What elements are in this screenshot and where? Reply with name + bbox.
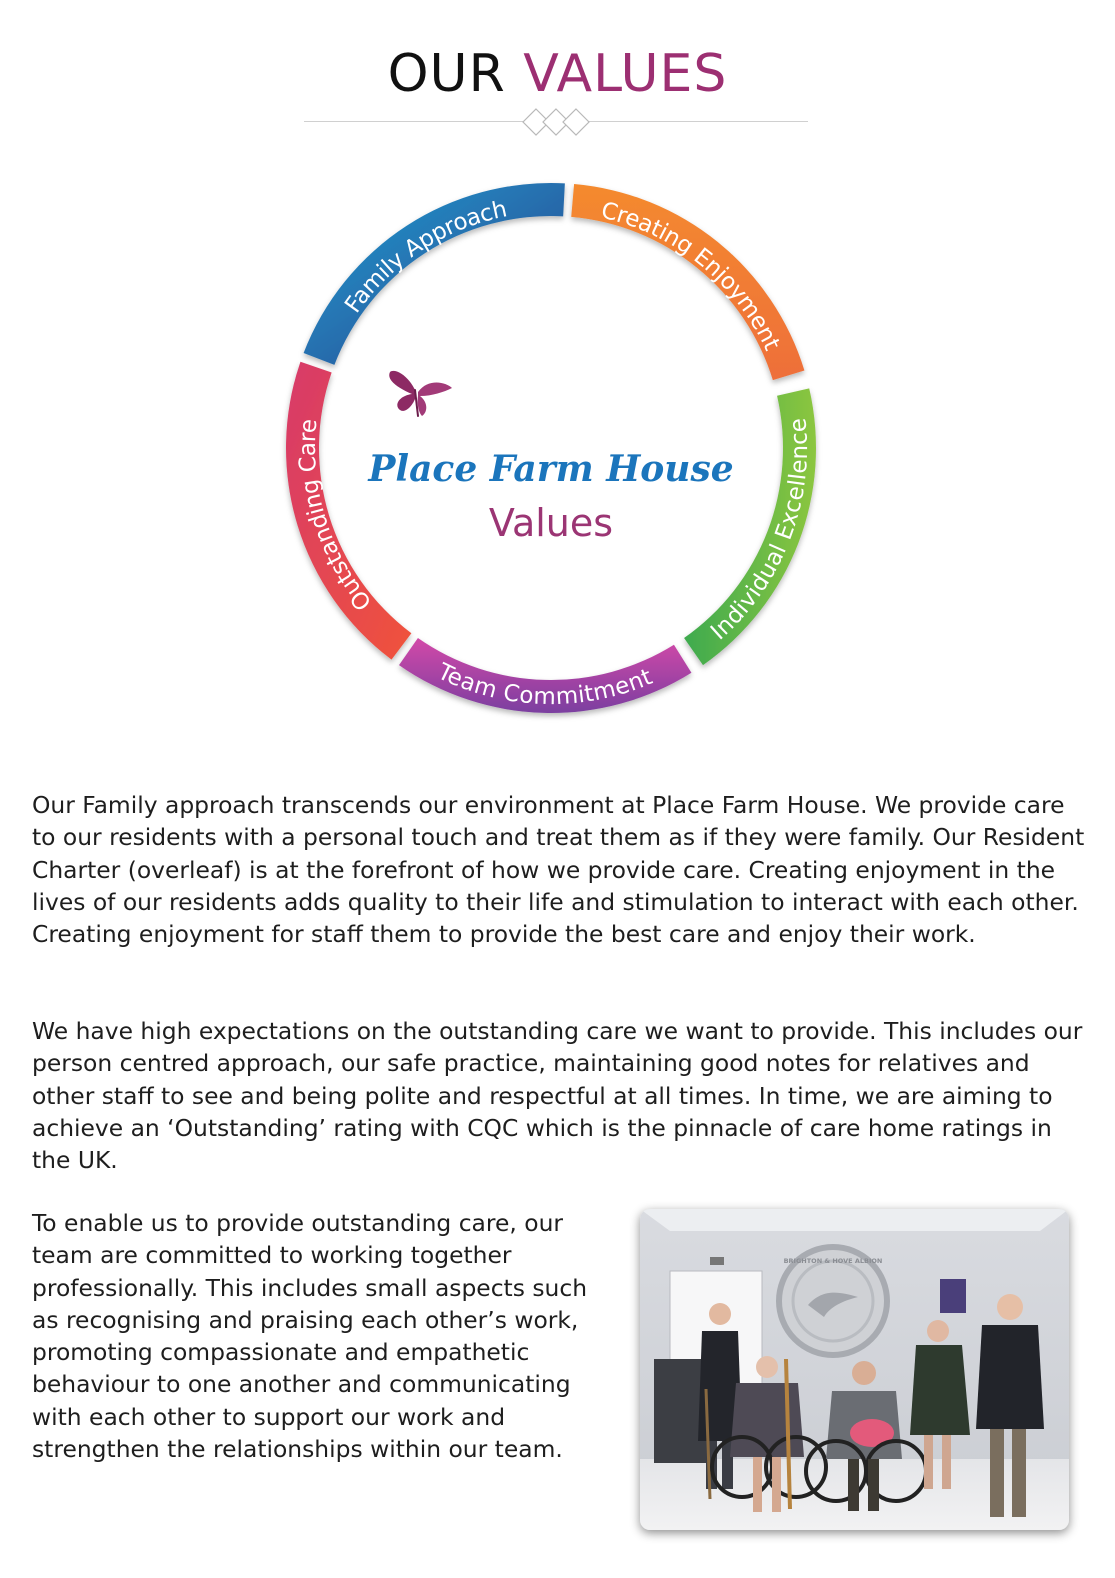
paragraph-family-approach: Our Family approach transcends our environment at Place Farm House. We provide care to our residents with a personal touch and treat them as if they were family. Our Resident Charter (overleaf) is at the forefront of how we provide care. Creating enjoyment in the lives of our residents adds quality to their life and stimulation to interact with each other. Creating enjoyment for staff them to provide the best care and enjoy their work. xyxy=(32,791,1085,949)
residents-photo xyxy=(640,1209,1069,1530)
wheel-segment-outstanding-care xyxy=(286,362,411,660)
butterfly-icon xyxy=(389,371,452,416)
wheel-center-subtitle: Values xyxy=(488,501,614,545)
paragraph-team-commitment: To enable us to provide outstanding care, our team are committed to working together professionally. This includes small aspects such as recognising and praising each other’s work, promoting compassionate and empathetic behaviour to one another and communicating with each other to support our work and strengthen the relationships within our team. xyxy=(32,1209,588,1464)
wall-crest-text: BRIGHTON & HOVE ALBION xyxy=(783,1257,883,1265)
wheel-label-team-commitment: Team Commitment xyxy=(433,658,656,710)
title-word-our: OUR xyxy=(387,44,506,104)
wheel-label-individual-excellence: Individual Excellence xyxy=(705,416,813,645)
wheel-segment-family-approach xyxy=(304,183,565,365)
wheel-label-outstanding-care: Outstanding Care xyxy=(294,417,377,616)
title-word-values: VALUES xyxy=(523,44,728,104)
values-wheel xyxy=(0,0,1115,760)
paragraph-outstanding-care: We have high expectations on the outstanding care we want to provide. This includes our person centred approach, our safe practice, maintaining good notes for relatives and other staff to see and being polite and respectful at all times. In time, we are aiming to achieve an ‘Outstanding’ rating with CQC which is the pinnacle of care home ratings in the UK. xyxy=(32,1017,1083,1175)
wheel-label-family-approach: Family Approach xyxy=(339,195,510,318)
wheel-center-name: Place Farm House xyxy=(368,448,734,490)
wheel-label-creating-enjoyment: Creating Enjoyment xyxy=(598,197,786,355)
